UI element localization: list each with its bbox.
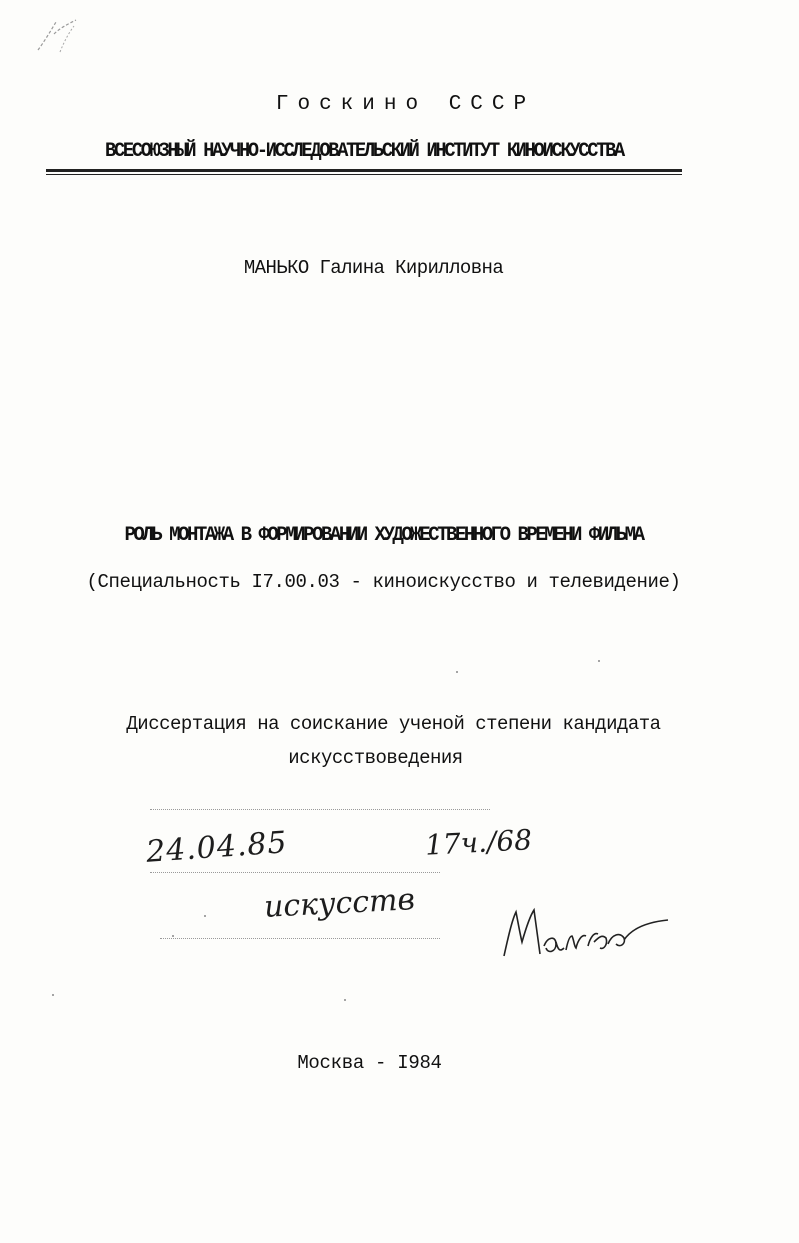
handwritten-code: 17ч./68 — [424, 823, 533, 862]
paper-speck — [456, 671, 458, 673]
header-rule-thick — [46, 169, 682, 172]
author-signature — [498, 898, 673, 968]
city-year: Москва - I984 — [297, 1052, 442, 1074]
stamp-dotted-line — [150, 809, 490, 810]
paper-speck — [52, 994, 54, 996]
paper-speck — [172, 935, 174, 937]
paper-speck — [204, 915, 206, 917]
header-rule-thin — [46, 174, 682, 175]
handwritten-date: 24.04.85 — [144, 825, 289, 870]
agency-heading: Госкино СССР — [275, 93, 536, 116]
author-name: МАНЬКО Галина Кирилловна — [243, 257, 504, 279]
handwritten-field: искусств — [263, 882, 416, 925]
paper-speck — [598, 660, 600, 662]
paper-speck — [344, 999, 346, 1001]
stamp-dotted-line — [160, 938, 440, 939]
degree-line-2: искусствоведения — [288, 747, 463, 769]
degree-line-1: Диссертация на соискание ученой степени кандидата — [126, 713, 661, 735]
thesis-title: РОЛЬ МОНТАЖА В ФОРМИРОВАНИИ ХУДОЖЕСТВЕННОГО ВРЕМЕНИ ФИЛЬМА — [124, 524, 643, 547]
stamp-dotted-line — [150, 872, 440, 873]
thesis-specialty: (Специальность I7.00.03 - киноискусство и телевидение) — [86, 571, 681, 593]
institute-heading: ВСЕСОЮЗНЫЙ НАУЧНО-ИССЛЕДОВАТЕЛЬСКИЙ ИНСТИТУТ КИНОИСКУССТВА — [105, 140, 623, 163]
corner-pencil-mark — [30, 12, 90, 62]
